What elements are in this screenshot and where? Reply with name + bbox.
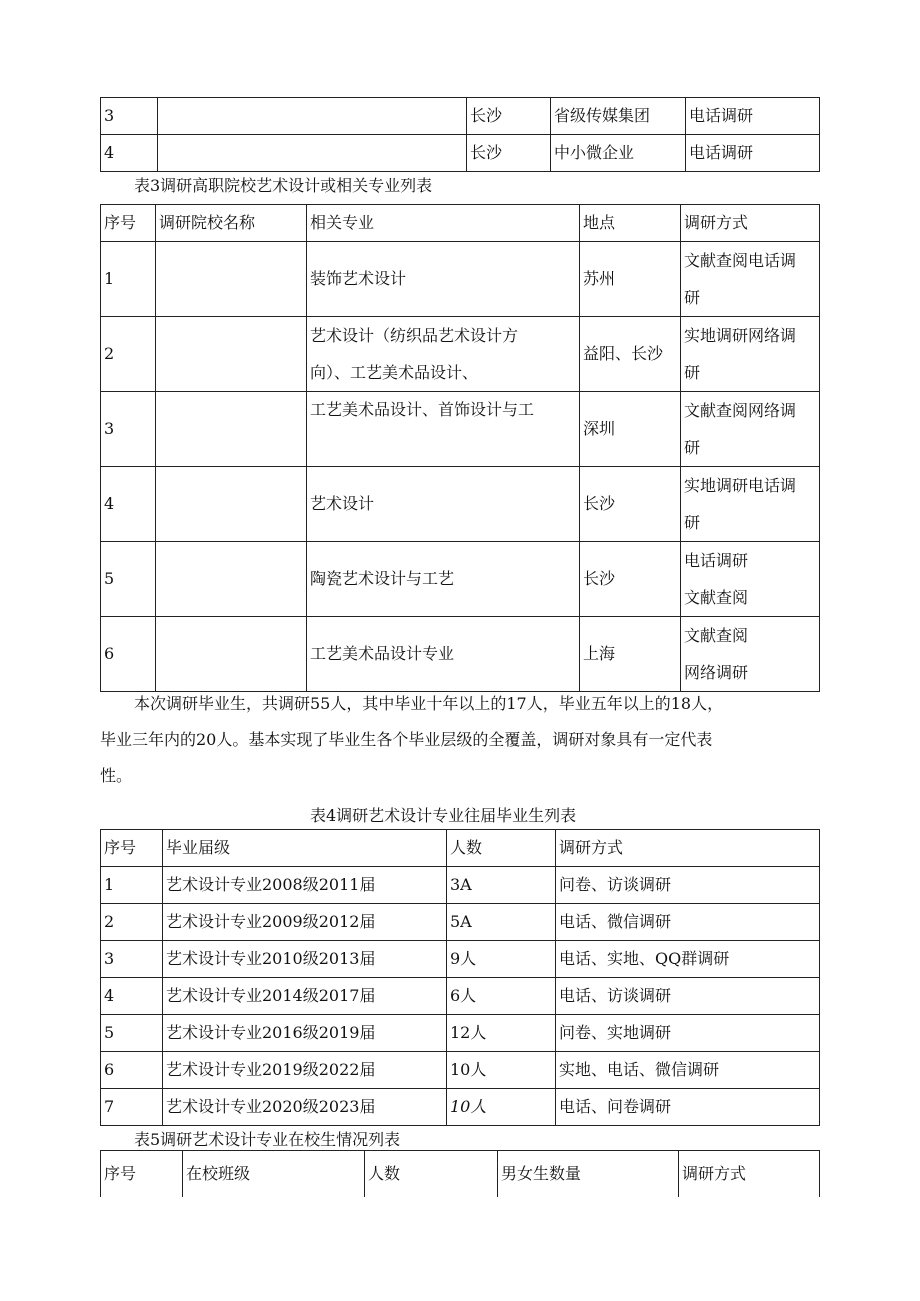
location-cell: 长沙 — [467, 135, 551, 172]
row-number: 3 — [101, 392, 156, 467]
table-row — [101, 1089, 820, 1126]
method-cell — [681, 317, 820, 392]
table-row — [101, 978, 820, 1015]
row-number: 4 — [101, 467, 156, 542]
count-cell: 5A — [447, 904, 556, 941]
header-number: 序号 — [101, 205, 156, 242]
location-cell: 长沙 — [580, 467, 681, 542]
row-number: 4 — [101, 978, 163, 1015]
table-row — [101, 1015, 820, 1052]
grade-cell: 艺术设计专业2014级2017届 — [163, 978, 447, 1015]
header-method: 调研方式 — [681, 205, 820, 242]
grade-cell: 艺术设计专业2016级2019届 — [163, 1015, 447, 1052]
count-cell: 6人 — [447, 978, 556, 1015]
method-line: 网络调研 — [684, 663, 749, 682]
table-5 — [100, 1150, 820, 1197]
school-name — [156, 242, 307, 317]
method-line: 实地调研网络调 — [684, 326, 797, 345]
table-3-caption: 表3调研高职院校艺术设计或相关专业列表 — [134, 176, 433, 195]
count-cell: 10人 — [447, 1052, 556, 1089]
table-row — [101, 98, 820, 135]
grade-cell: 艺术设计专业2019级2022届 — [163, 1052, 447, 1089]
method-line: 文献查阅电话调 — [684, 251, 797, 270]
location-cell: 长沙 — [467, 98, 551, 135]
row-number: 3 — [101, 941, 163, 978]
school-name — [156, 317, 307, 392]
method-line: 研 — [684, 288, 701, 307]
table-4 — [100, 829, 820, 1126]
major-cell — [307, 242, 580, 317]
organization-type: 省级传媒集团 — [551, 98, 686, 135]
header-count: 人数 — [447, 830, 556, 867]
paragraph-line: 毕业三年内的20人。基本实现了毕业生各个毕业层级的全覆盖，调研对象具有一定代表 — [100, 730, 713, 749]
major-cell — [307, 617, 580, 692]
paragraph-line: 性。 — [100, 766, 133, 785]
header-count: 人数 — [365, 1151, 498, 1197]
header-school-name: 调研院校名称 — [156, 205, 307, 242]
school-name — [156, 542, 307, 617]
major-cell — [307, 542, 580, 617]
header-method: 调研方式 — [556, 830, 820, 867]
table-5-caption: 表5调研艺术设计专业在校生情况列表 — [134, 1130, 401, 1149]
location-cell: 苏州 — [580, 242, 681, 317]
method-cell: 实地、电话、微信调研 — [556, 1052, 820, 1089]
major-line: 艺术设计（纺织品艺术设计方 — [310, 326, 519, 345]
table-row — [101, 904, 820, 941]
method-cell: 问卷、实地调研 — [556, 1015, 820, 1052]
method-line: 研 — [684, 363, 701, 382]
method-line: 文献查阅网络调 — [684, 401, 797, 420]
survey-paragraph — [100, 686, 820, 794]
location-cell: 长沙 — [580, 542, 681, 617]
organization-name — [158, 135, 467, 172]
method-cell: 电话、问卷调研 — [556, 1089, 820, 1126]
table-row — [101, 542, 820, 617]
table-row — [101, 392, 820, 467]
grade-cell: 艺术设计专业2020级2023届 — [163, 1089, 447, 1126]
header-location: 地点 — [580, 205, 681, 242]
organization-type: 中小微企业 — [551, 135, 686, 172]
table-row — [101, 1052, 820, 1089]
header-major: 相关专业 — [307, 205, 580, 242]
row-number: 4 — [101, 135, 158, 172]
location-cell: 益阳、长沙 — [580, 317, 681, 392]
table-header-row — [101, 1151, 820, 1197]
count-cell: 3A — [447, 867, 556, 904]
method-line: 研 — [684, 513, 701, 532]
method-cell: 电话调研 — [686, 135, 820, 172]
method-cell — [681, 617, 820, 692]
major-line: 陶瓷艺术设计与工艺 — [310, 569, 455, 588]
major-line: 向）、工艺美术品设计、 — [310, 363, 479, 382]
row-number: 6 — [101, 617, 156, 692]
school-name — [156, 617, 307, 692]
major-line: 工艺美术品设计、首饰设计与工 — [310, 400, 535, 419]
major-cell — [307, 317, 580, 392]
row-number: 3 — [101, 98, 158, 135]
header-grade: 毕业届级 — [163, 830, 447, 867]
method-cell: 电话调研 — [686, 98, 820, 135]
method-cell: 电话、微信调研 — [556, 904, 820, 941]
header-number: 序号 — [101, 1151, 183, 1197]
count-cell: 10人 — [447, 1089, 556, 1126]
method-line: 文献查阅 — [684, 626, 749, 645]
method-cell — [681, 467, 820, 542]
organization-name — [158, 98, 467, 135]
row-number: 1 — [101, 867, 163, 904]
grade-cell: 艺术设计专业2010级2013届 — [163, 941, 447, 978]
method-line: 实地调研电话调 — [684, 476, 797, 495]
method-cell — [681, 392, 820, 467]
table-row — [101, 317, 820, 392]
grade-cell: 艺术设计专业2009级2012届 — [163, 904, 447, 941]
method-line: 电话调研 — [684, 551, 749, 570]
row-number: 2 — [101, 904, 163, 941]
row-number: 5 — [101, 1015, 163, 1052]
table-row — [101, 467, 820, 542]
location-cell: 上海 — [580, 617, 681, 692]
method-cell: 电话、实地、QQ群调研 — [556, 941, 820, 978]
table-row — [101, 135, 820, 172]
location-cell: 深圳 — [580, 392, 681, 467]
method-cell: 问卷、访谈调研 — [556, 867, 820, 904]
table-row — [101, 242, 820, 317]
row-number: 7 — [101, 1089, 163, 1126]
table-2-tail — [100, 97, 820, 172]
method-cell: 电话、访谈调研 — [556, 978, 820, 1015]
count-cell: 9人 — [447, 941, 556, 978]
major-line: 装饰艺术设计 — [310, 269, 407, 288]
table-header-row — [101, 830, 820, 867]
method-cell — [681, 242, 820, 317]
header-method: 调研方式 — [679, 1151, 820, 1197]
table-row — [101, 617, 820, 692]
paragraph-line: 本次调研毕业生，共调研55人，其中毕业十年以上的17人，毕业五年以上的18人， — [134, 694, 724, 713]
header-gender-count: 男女生数量 — [498, 1151, 679, 1197]
major-line: 艺术设计 — [310, 494, 375, 513]
method-cell — [681, 542, 820, 617]
major-line: 工艺美术品设计专业 — [310, 644, 455, 663]
method-line: 文献查阅 — [684, 588, 749, 607]
table-row — [101, 941, 820, 978]
header-class: 在校班级 — [183, 1151, 365, 1197]
table-4-caption: 表4调研艺术设计专业往届毕业生列表 — [310, 806, 577, 825]
row-number: 6 — [101, 1052, 163, 1089]
header-number: 序号 — [101, 830, 163, 867]
row-number: 5 — [101, 542, 156, 617]
grade-cell: 艺术设计专业2008级2011届 — [163, 867, 447, 904]
major-cell — [307, 392, 580, 467]
table-header-row — [101, 205, 820, 242]
school-name — [156, 392, 307, 467]
major-cell — [307, 467, 580, 542]
row-number: 1 — [101, 242, 156, 317]
row-number: 2 — [101, 317, 156, 392]
table-row — [101, 867, 820, 904]
table-3 — [100, 204, 820, 692]
method-line: 研 — [684, 438, 701, 457]
school-name — [156, 467, 307, 542]
count-cell: 12人 — [447, 1015, 556, 1052]
